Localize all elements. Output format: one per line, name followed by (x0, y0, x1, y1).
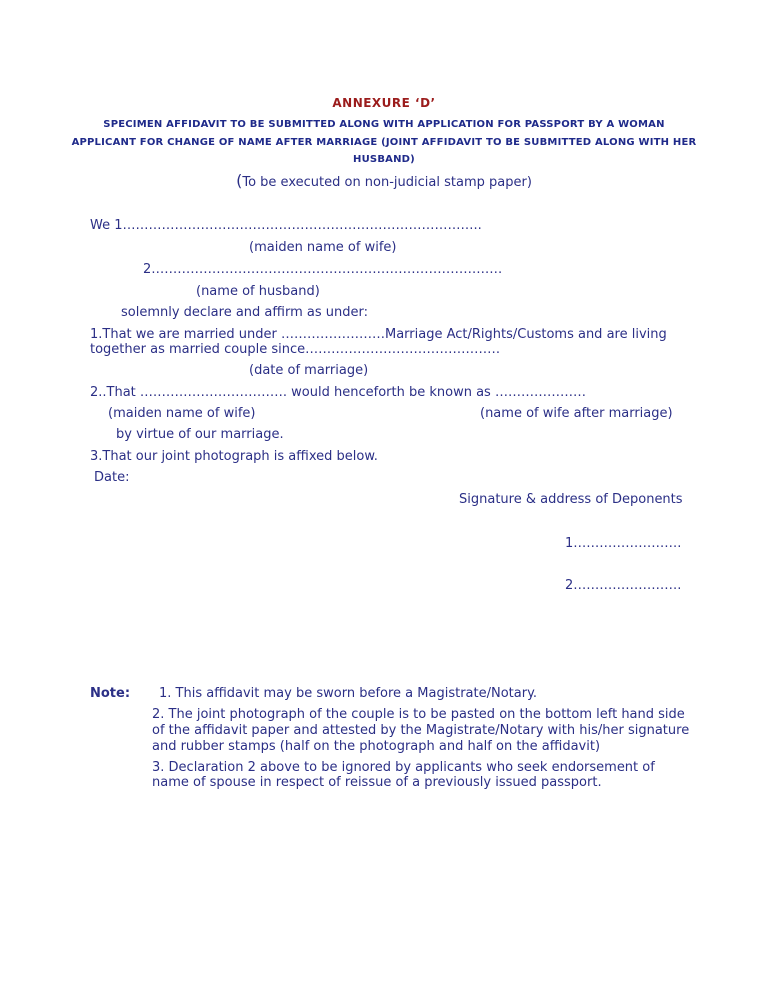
annexure-title (0, 96, 768, 110)
date-of-marriage-label: (date of marriage) (249, 363, 369, 378)
stamp-open-paren: ( (236, 171, 243, 190)
note-2-line-1: 2. The joint photograph of the couple is to be pasted on the bottom left hand side (152, 707, 685, 722)
note-1: 1. This affidavit may be sworn before a Magistrate/Notary. (159, 686, 538, 701)
signature-line-2: 2……………………. (565, 578, 682, 593)
maiden-name-label-2: (maiden name of wife) (108, 406, 256, 421)
para-1-line-2: together as married couple since……………………………………… (90, 342, 501, 357)
para-3: 3.That our joint photograph is affixed below. (90, 449, 378, 464)
heading-line-2: APPLICANT FOR CHANGE OF NAME AFTER MARRIAGE (JOINT AFFIDAVIT TO BE SUBMITTED ALONG WITH HER (71, 137, 697, 148)
heading-line-3: HUSBAND) (353, 154, 415, 165)
name-after-marriage-label: (name of wife after marriage) (480, 406, 673, 421)
note-3-line-1: 3. Declaration 2 above to be ignored by applicants who seek endorsement of (152, 760, 655, 775)
virtue-of-marriage: by virtue of our marriage. (116, 427, 284, 442)
signature-line-1: 1……………………. (565, 536, 682, 551)
husband-line: 2……………………………………………………………………… (143, 262, 503, 277)
solemnly-declare: solemnly declare and affirm as under: (121, 305, 368, 320)
signature-heading: Signature & address of Deponents (459, 492, 683, 507)
date-label: Date: (94, 470, 130, 485)
husband-name-label: (name of husband) (196, 284, 320, 299)
we-line: We 1……………………………………………………………………….. (90, 218, 482, 233)
para-2-line: 2..That ……………………………. would henceforth be known as ………………… (90, 385, 586, 400)
note-3-line-2: name of spouse in respect of reissue of a previously issued passport. (152, 775, 602, 790)
note-label: Note: (90, 686, 131, 701)
maiden-name-label: (maiden name of wife) (249, 240, 397, 255)
note-2-line-3: and rubber stamps (half on the photograph and half on the affidavit) (152, 739, 601, 754)
stamp-paper-note (0, 171, 768, 190)
annexure-text: ANNEXURE ‘D’ (332, 96, 436, 110)
note-2-line-2: of the affidavit paper and attested by the Magistrate/Notary with his/her signature (152, 723, 690, 738)
para-1-line-1: 1.That we are married under ……………………Marriage Act/Rights/Customs and are living (90, 327, 667, 342)
stamp-text: To be executed on non-judicial stamp paper) (242, 175, 532, 190)
heading-line-1: SPECIMEN AFFIDAVIT TO BE SUBMITTED ALONG WITH APPLICATION FOR PASSPORT BY A WOMAN (103, 119, 665, 130)
